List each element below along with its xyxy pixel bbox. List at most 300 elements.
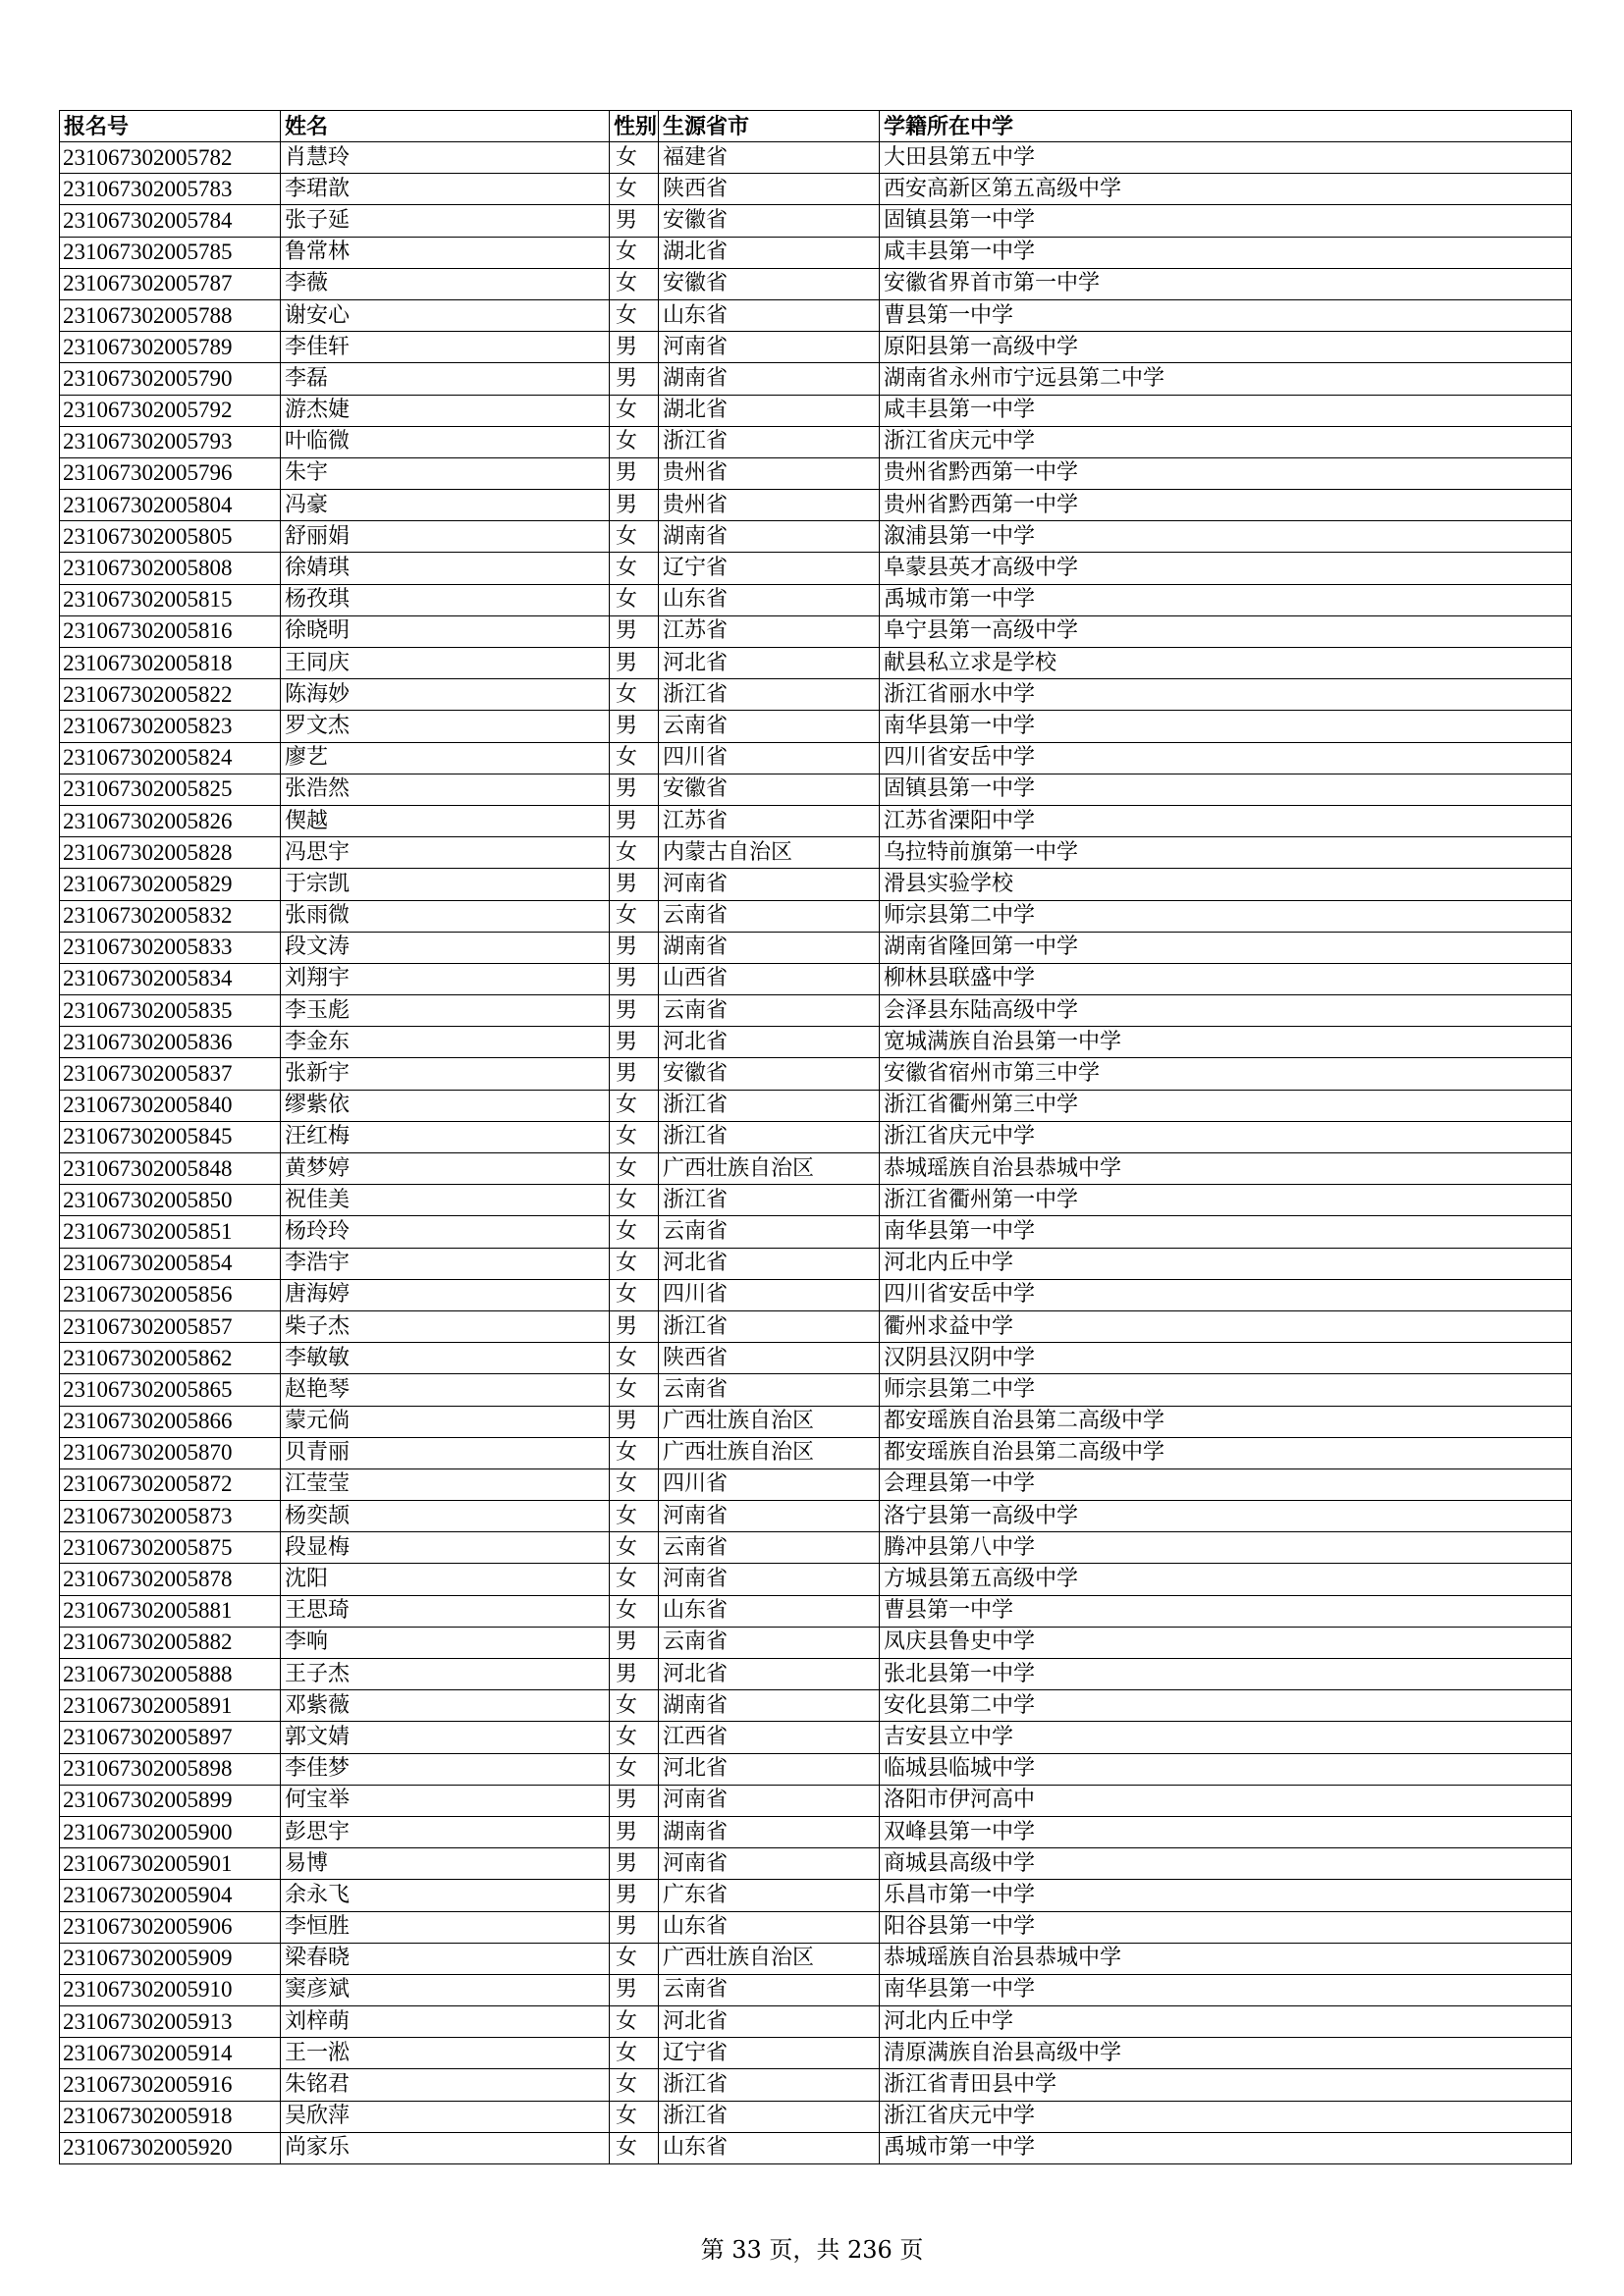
table-row [60, 2006, 1572, 2038]
registration-number-cell: 231067302005901 [60, 1848, 281, 1880]
high-school-cell: 商城县高级中学 [880, 1848, 1572, 1880]
table-row [60, 142, 1572, 174]
registration-number-cell: 231067302005854 [60, 1248, 281, 1279]
province-cell: 广西壮族自治区 [659, 1406, 880, 1437]
table-row [60, 1785, 1572, 1816]
gender-cell: 男 [610, 332, 659, 363]
table-row [60, 1753, 1572, 1785]
name-cell: 彭思宇 [281, 1816, 610, 1847]
province-cell: 云南省 [659, 995, 880, 1027]
name-cell: 徐婧琪 [281, 553, 610, 584]
province-cell: 广西壮族自治区 [659, 1943, 880, 1974]
name-cell: 吴欣萍 [281, 2101, 610, 2132]
high-school-cell: 南华县第一中学 [880, 1974, 1572, 2005]
gender-cell: 女 [610, 1248, 659, 1279]
registration-number-cell: 231067302005816 [60, 615, 281, 647]
table-row [60, 205, 1572, 237]
high-school-cell: 浙江省庆元中学 [880, 426, 1572, 457]
table-row [60, 1848, 1572, 1880]
gender-cell: 男 [610, 490, 659, 521]
province-cell: 河南省 [659, 332, 880, 363]
name-cell: 冯豪 [281, 490, 610, 521]
high-school-cell: 师宗县第二中学 [880, 1374, 1572, 1406]
header-row [60, 111, 1572, 142]
province-cell: 安徽省 [659, 774, 880, 805]
registration-number-cell: 231067302005837 [60, 1058, 281, 1090]
name-cell: 唐海婷 [281, 1279, 610, 1310]
high-school-cell: 湖南省永州市宁远县第二中学 [880, 363, 1572, 395]
high-school-cell: 河北内丘中学 [880, 2006, 1572, 2038]
name-cell: 李佳梦 [281, 1753, 610, 1785]
province-cell: 贵州省 [659, 457, 880, 489]
registration-number-cell: 231067302005870 [60, 1437, 281, 1468]
province-cell: 内蒙古自治区 [659, 837, 880, 869]
gender-cell: 女 [610, 1501, 659, 1532]
high-school-cell: 浙江省丽水中学 [880, 679, 1572, 711]
name-cell: 鲁常林 [281, 237, 610, 268]
gender-cell: 男 [610, 1627, 659, 1658]
registration-number-cell: 231067302005835 [60, 995, 281, 1027]
gender-cell: 女 [610, 837, 659, 869]
gender-cell: 男 [610, 774, 659, 805]
table-row [60, 1437, 1572, 1468]
table-row [60, 711, 1572, 742]
gender-cell: 女 [610, 2069, 659, 2101]
province-cell: 陕西省 [659, 174, 880, 205]
registration-number-cell: 231067302005850 [60, 1185, 281, 1216]
name-cell: 张新宇 [281, 1058, 610, 1090]
table-row [60, 1690, 1572, 1722]
name-cell: 李恒胜 [281, 1911, 610, 1943]
table-row [60, 1532, 1572, 1564]
high-school-cell: 浙江省庆元中学 [880, 1121, 1572, 1152]
gender-cell: 女 [610, 2038, 659, 2069]
name-cell: 偰越 [281, 805, 610, 836]
province-cell: 江苏省 [659, 805, 880, 836]
province-cell: 云南省 [659, 1374, 880, 1406]
high-school-cell: 会泽县东陆高级中学 [880, 995, 1572, 1027]
gender-cell: 男 [610, 1974, 659, 2005]
gender-cell: 男 [610, 963, 659, 994]
registration-number-cell: 231067302005904 [60, 1880, 281, 1911]
high-school-cell: 安徽省界首市第一中学 [880, 268, 1572, 299]
high-school-cell: 南华县第一中学 [880, 711, 1572, 742]
gender-cell: 女 [610, 299, 659, 331]
name-cell: 李敏敏 [281, 1343, 610, 1374]
high-school-cell: 西安高新区第五高级中学 [880, 174, 1572, 205]
name-cell: 何宝举 [281, 1785, 610, 1816]
table-row [60, 932, 1572, 963]
high-school-cell: 临城县临城中学 [880, 1753, 1572, 1785]
gender-cell: 女 [610, 1722, 659, 1753]
column-header-province: 生源省市 [659, 111, 880, 142]
table-row [60, 457, 1572, 489]
gender-cell: 男 [610, 1880, 659, 1911]
table-row [60, 1153, 1572, 1185]
province-cell: 辽宁省 [659, 2038, 880, 2069]
high-school-cell: 南华县第一中学 [880, 1216, 1572, 1248]
table-row [60, 1216, 1572, 1248]
gender-cell: 女 [610, 237, 659, 268]
province-cell: 四川省 [659, 1468, 880, 1500]
registration-number-cell: 231067302005792 [60, 395, 281, 426]
gender-cell: 女 [610, 142, 659, 174]
high-school-cell: 安化县第二中学 [880, 1690, 1572, 1722]
high-school-cell: 会理县第一中学 [880, 1468, 1572, 1500]
province-cell: 云南省 [659, 1627, 880, 1658]
province-cell: 河南省 [659, 869, 880, 900]
registration-number-cell: 231067302005833 [60, 932, 281, 963]
province-cell: 山西省 [659, 963, 880, 994]
gender-cell: 女 [610, 1121, 659, 1152]
gender-cell: 男 [610, 615, 659, 647]
province-cell: 浙江省 [659, 1185, 880, 1216]
province-cell: 河南省 [659, 1564, 880, 1595]
province-cell: 山东省 [659, 2132, 880, 2163]
province-cell: 四川省 [659, 742, 880, 774]
registration-number-cell: 231067302005815 [60, 584, 281, 615]
province-cell: 湖南省 [659, 1816, 880, 1847]
name-cell: 王子杰 [281, 1659, 610, 1690]
table-row [60, 490, 1572, 521]
registration-number-cell: 231067302005805 [60, 521, 281, 553]
high-school-cell: 大田县第五中学 [880, 142, 1572, 174]
province-cell: 安徽省 [659, 268, 880, 299]
registration-number-cell: 231067302005882 [60, 1627, 281, 1658]
registration-number-cell: 231067302005790 [60, 363, 281, 395]
gender-cell: 男 [610, 363, 659, 395]
registration-number-cell: 231067302005822 [60, 679, 281, 711]
registration-number-cell: 231067302005898 [60, 1753, 281, 1785]
high-school-cell: 吉安县立中学 [880, 1722, 1572, 1753]
high-school-cell: 恭城瑶族自治县恭城中学 [880, 1943, 1572, 1974]
table-row [60, 299, 1572, 331]
name-cell: 段显梅 [281, 1532, 610, 1564]
province-cell: 河北省 [659, 1248, 880, 1279]
province-cell: 福建省 [659, 142, 880, 174]
registration-number-cell: 231067302005918 [60, 2101, 281, 2132]
registration-number-cell: 231067302005784 [60, 205, 281, 237]
name-cell: 李磊 [281, 363, 610, 395]
gender-cell: 女 [610, 1595, 659, 1627]
name-cell: 易博 [281, 1848, 610, 1880]
province-cell: 河北省 [659, 648, 880, 679]
registration-number-cell: 231067302005851 [60, 1216, 281, 1248]
high-school-cell: 浙江省青田县中学 [880, 2069, 1572, 2101]
registration-number-cell: 231067302005873 [60, 1501, 281, 1532]
high-school-cell: 阜蒙县英才高级中学 [880, 553, 1572, 584]
name-cell: 刘梓萌 [281, 2006, 610, 2038]
registration-number-cell: 231067302005888 [60, 1659, 281, 1690]
high-school-cell: 阜宁县第一高级中学 [880, 615, 1572, 647]
name-cell: 肖慧玲 [281, 142, 610, 174]
high-school-cell: 四川省安岳中学 [880, 1279, 1572, 1310]
table-row [60, 1722, 1572, 1753]
name-cell: 郭文婧 [281, 1722, 610, 1753]
name-cell: 祝佳美 [281, 1185, 610, 1216]
province-cell: 浙江省 [659, 426, 880, 457]
gender-cell: 女 [610, 1185, 659, 1216]
table-row [60, 1279, 1572, 1310]
province-cell: 浙江省 [659, 1121, 880, 1152]
province-cell: 河北省 [659, 1659, 880, 1690]
table-header [60, 111, 1572, 142]
name-cell: 张雨微 [281, 900, 610, 932]
gender-cell: 女 [610, 1216, 659, 1248]
registration-number-cell: 231067302005824 [60, 742, 281, 774]
province-cell: 四川省 [659, 1279, 880, 1310]
table-row [60, 1501, 1572, 1532]
high-school-cell: 柳林县联盛中学 [880, 963, 1572, 994]
registration-number-cell: 231067302005836 [60, 1027, 281, 1058]
table-row [60, 1468, 1572, 1500]
table-row [60, 963, 1572, 994]
high-school-cell: 四川省安岳中学 [880, 742, 1572, 774]
table-body [60, 142, 1572, 2164]
gender-cell: 女 [610, 553, 659, 584]
high-school-cell: 禹城市第一中学 [880, 584, 1572, 615]
name-cell: 陈海妙 [281, 679, 610, 711]
name-cell: 罗文杰 [281, 711, 610, 742]
high-school-cell: 固镇县第一中学 [880, 205, 1572, 237]
name-cell: 游杰婕 [281, 395, 610, 426]
gender-cell: 女 [610, 1690, 659, 1722]
table-row [60, 774, 1572, 805]
province-cell: 山东省 [659, 1595, 880, 1627]
name-cell: 李佳轩 [281, 332, 610, 363]
gender-cell: 男 [610, 1659, 659, 1690]
name-cell: 李浩宇 [281, 1248, 610, 1279]
province-cell: 湖北省 [659, 237, 880, 268]
gender-cell: 女 [610, 2132, 659, 2163]
high-school-cell: 凤庆县鲁史中学 [880, 1627, 1572, 1658]
gender-cell: 男 [610, 805, 659, 836]
name-cell: 缪紫依 [281, 1090, 610, 1121]
registration-number-cell: 231067302005818 [60, 648, 281, 679]
table-row [60, 995, 1572, 1027]
name-cell: 王同庆 [281, 648, 610, 679]
table-row [60, 1974, 1572, 2005]
page-number-footer: 第 33 页，共 236 页 [700, 2236, 924, 2264]
registration-number-cell: 231067302005857 [60, 1310, 281, 1342]
name-cell: 张子延 [281, 205, 610, 237]
table-row [60, 1027, 1572, 1058]
high-school-cell: 恭城瑶族自治县恭城中学 [880, 1153, 1572, 1185]
registration-number-cell: 231067302005804 [60, 490, 281, 521]
name-cell: 余永飞 [281, 1880, 610, 1911]
province-cell: 浙江省 [659, 2101, 880, 2132]
gender-cell: 女 [610, 1090, 659, 1121]
table-row [60, 395, 1572, 426]
high-school-cell: 湖南省隆回第一中学 [880, 932, 1572, 963]
province-cell: 湖南省 [659, 932, 880, 963]
table-row [60, 237, 1572, 268]
high-school-cell: 方城县第五高级中学 [880, 1564, 1572, 1595]
name-cell: 杨奕颉 [281, 1501, 610, 1532]
table-row [60, 363, 1572, 395]
high-school-cell: 咸丰县第一中学 [880, 237, 1572, 268]
table-row [60, 521, 1572, 553]
table-row [60, 1248, 1572, 1279]
name-cell: 赵艳琴 [281, 1374, 610, 1406]
table-row [60, 426, 1572, 457]
high-school-cell: 固镇县第一中学 [880, 774, 1572, 805]
province-cell: 广东省 [659, 1880, 880, 1911]
name-cell: 杨玲玲 [281, 1216, 610, 1248]
registration-number-cell: 231067302005796 [60, 457, 281, 489]
table-row [60, 900, 1572, 932]
table-row [60, 1943, 1572, 1974]
registration-number-cell: 231067302005897 [60, 1722, 281, 1753]
province-cell: 河南省 [659, 1848, 880, 1880]
gender-cell: 男 [610, 1027, 659, 1058]
column-header-name: 姓名 [281, 111, 610, 142]
high-school-cell: 乌拉特前旗第一中学 [880, 837, 1572, 869]
registration-number-cell: 231067302005878 [60, 1564, 281, 1595]
gender-cell: 女 [610, 2101, 659, 2132]
province-cell: 山东省 [659, 1911, 880, 1943]
table-row [60, 1121, 1572, 1152]
registration-number-cell: 231067302005891 [60, 1690, 281, 1722]
table-row [60, 648, 1572, 679]
gender-cell: 男 [610, 932, 659, 963]
name-cell: 窦彦斌 [281, 1974, 610, 2005]
gender-cell: 男 [610, 1816, 659, 1847]
gender-cell: 男 [610, 995, 659, 1027]
name-cell: 叶临微 [281, 426, 610, 457]
registration-number-cell: 231067302005914 [60, 2038, 281, 2069]
column-header-high-school: 学籍所在中学 [880, 111, 1572, 142]
name-cell: 谢安心 [281, 299, 610, 331]
gender-cell: 男 [610, 869, 659, 900]
table-row [60, 837, 1572, 869]
table-row [60, 742, 1572, 774]
table-row [60, 584, 1572, 615]
high-school-cell: 浙江省衢州第一中学 [880, 1185, 1572, 1216]
name-cell: 刘翔宇 [281, 963, 610, 994]
province-cell: 广西壮族自治区 [659, 1437, 880, 1468]
province-cell: 江苏省 [659, 615, 880, 647]
gender-cell: 女 [610, 521, 659, 553]
gender-cell: 女 [610, 1943, 659, 1974]
high-school-cell: 咸丰县第一中学 [880, 395, 1572, 426]
province-cell: 安徽省 [659, 1058, 880, 1090]
registration-number-cell: 231067302005834 [60, 963, 281, 994]
name-cell: 段文涛 [281, 932, 610, 963]
province-cell: 云南省 [659, 711, 880, 742]
registration-number-cell: 231067302005872 [60, 1468, 281, 1500]
name-cell: 梁春晓 [281, 1943, 610, 1974]
gender-cell: 女 [610, 174, 659, 205]
province-cell: 湖南省 [659, 363, 880, 395]
table-row [60, 679, 1572, 711]
registration-number-cell: 231067302005845 [60, 1121, 281, 1152]
table-row [60, 332, 1572, 363]
province-cell: 湖北省 [659, 395, 880, 426]
table-row [60, 1406, 1572, 1437]
registration-number-cell: 231067302005881 [60, 1595, 281, 1627]
name-cell: 尚家乐 [281, 2132, 610, 2163]
province-cell: 山东省 [659, 299, 880, 331]
gender-cell: 男 [610, 1911, 659, 1943]
high-school-cell: 乐昌市第一中学 [880, 1880, 1572, 1911]
registration-number-cell: 231067302005906 [60, 1911, 281, 1943]
high-school-cell: 浙江省衢州第三中学 [880, 1090, 1572, 1121]
table-row [60, 174, 1572, 205]
registration-number-cell: 231067302005875 [60, 1532, 281, 1564]
high-school-cell: 宽城满族自治县第一中学 [880, 1027, 1572, 1058]
registration-number-cell: 231067302005788 [60, 299, 281, 331]
province-cell: 辽宁省 [659, 553, 880, 584]
registration-number-cell: 231067302005910 [60, 1974, 281, 2005]
high-school-cell: 双峰县第一中学 [880, 1816, 1572, 1847]
column-header-registration-number: 报名号 [60, 111, 281, 142]
table-row [60, 615, 1572, 647]
high-school-cell: 清原满族自治县高级中学 [880, 2038, 1572, 2069]
province-cell: 浙江省 [659, 679, 880, 711]
gender-cell: 女 [610, 1343, 659, 1374]
province-cell: 浙江省 [659, 1310, 880, 1342]
name-cell: 徐晓明 [281, 615, 610, 647]
registration-number-cell: 231067302005913 [60, 2006, 281, 2038]
high-school-cell: 曹县第一中学 [880, 1595, 1572, 1627]
registration-number-cell: 231067302005909 [60, 1943, 281, 1974]
table-row [60, 1090, 1572, 1121]
gender-cell: 女 [610, 268, 659, 299]
table-row [60, 1659, 1572, 1690]
high-school-cell: 洛阳市伊河高中 [880, 1785, 1572, 1816]
gender-cell: 男 [610, 1848, 659, 1880]
gender-cell: 女 [610, 742, 659, 774]
gender-cell: 男 [610, 457, 659, 489]
high-school-cell: 阳谷县第一中学 [880, 1911, 1572, 1943]
name-cell: 蒙元倘 [281, 1406, 610, 1437]
name-cell: 朱铭君 [281, 2069, 610, 2101]
gender-cell: 女 [610, 2006, 659, 2038]
table-row [60, 2132, 1572, 2163]
gender-cell: 女 [610, 900, 659, 932]
registration-number-cell: 231067302005783 [60, 174, 281, 205]
high-school-cell: 滑县实验学校 [880, 869, 1572, 900]
table-row [60, 1310, 1572, 1342]
high-school-cell: 河北内丘中学 [880, 1248, 1572, 1279]
table-row [60, 869, 1572, 900]
name-cell: 柴子杰 [281, 1310, 610, 1342]
registration-number-cell: 231067302005789 [60, 332, 281, 363]
gender-cell: 女 [610, 1532, 659, 1564]
gender-cell: 女 [610, 1374, 659, 1406]
high-school-cell: 江苏省溧阳中学 [880, 805, 1572, 836]
high-school-cell: 溆浦县第一中学 [880, 521, 1572, 553]
table-row [60, 2101, 1572, 2132]
table-row [60, 1374, 1572, 1406]
table-row [60, 268, 1572, 299]
gender-cell: 男 [610, 711, 659, 742]
province-cell: 云南省 [659, 1974, 880, 2005]
high-school-cell: 都安瑶族自治县第二高级中学 [880, 1406, 1572, 1437]
name-cell: 邓紫薇 [281, 1690, 610, 1722]
name-cell: 汪红梅 [281, 1121, 610, 1152]
high-school-cell: 禹城市第一中学 [880, 2132, 1572, 2163]
table-row [60, 1343, 1572, 1374]
registration-number-cell: 231067302005920 [60, 2132, 281, 2163]
province-cell: 广西壮族自治区 [659, 1153, 880, 1185]
high-school-cell: 贵州省黔西第一中学 [880, 457, 1572, 489]
province-cell: 河南省 [659, 1501, 880, 1532]
gender-cell: 男 [610, 1406, 659, 1437]
province-cell: 贵州省 [659, 490, 880, 521]
registration-number-cell: 231067302005782 [60, 142, 281, 174]
